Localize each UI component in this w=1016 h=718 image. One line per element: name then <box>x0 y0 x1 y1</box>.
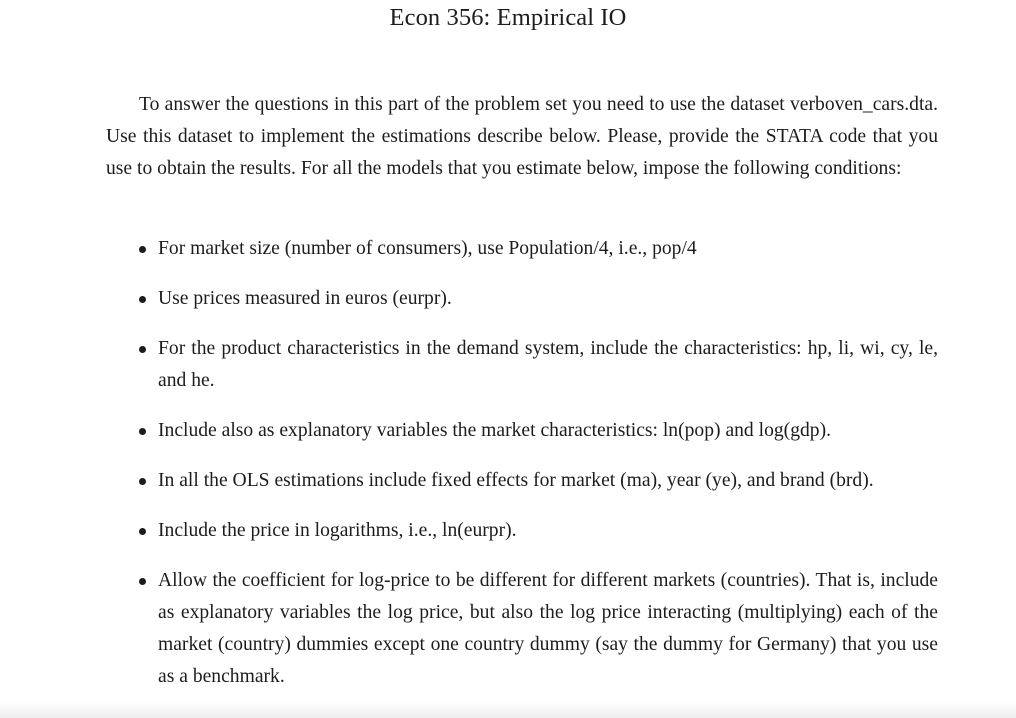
list-item-text: Use prices measured in euros (eurpr). <box>158 288 452 309</box>
bullet-icon <box>139 346 146 353</box>
bullet-icon <box>139 428 146 435</box>
bullet-icon <box>139 478 146 485</box>
page-bottom-shadow <box>0 702 1016 718</box>
bullet-icon <box>139 528 146 535</box>
bullet-icon <box>139 578 146 585</box>
bullet-icon <box>139 296 146 303</box>
list-item-text: Include also as explanatory variables the market characteristics: ln(pop) and log(gdp). <box>158 420 832 441</box>
list-item-text: Include the price in logarithms, i.e., ln(eurpr). <box>158 520 517 541</box>
bullet-icon <box>139 246 146 253</box>
list-item <box>138 283 938 315</box>
intro-paragraph: To answer the questions in this part of the problem set you need to use the dataset verboven_cars.dta. Use this dataset to implement the estimations describe below. Please, provide the STATA code that you use to obtain the results. For all the models that you estimate below, impose the following conditions: <box>106 94 938 179</box>
conditions-list <box>138 233 938 711</box>
list-item <box>138 233 938 265</box>
list-item <box>138 333 938 397</box>
list-item-text: For the product characteristics in the demand system, include the characteristics: hp, li, wi, cy, le, and he. <box>158 338 938 391</box>
list-item-text: In all the OLS estimations include fixed effects for market (ma), year (ye), and brand (brd). <box>158 470 874 491</box>
page-header: Econ 356: Empirical IO <box>389 4 627 31</box>
list-item-text: Allow the coefficient for log-price to be different for different markets (countries). That is, include as explanatory variables the log price, but also the log price interacting (multiplying) each of the market (country) dummies except one country dummy (say the dummy for Germany) that you use as a benchmark. <box>158 570 938 687</box>
list-item-text: For market size (number of consumers), use Population/4, i.e., pop/4 <box>158 238 697 259</box>
list-item <box>138 565 938 693</box>
list-item <box>138 465 938 497</box>
list-item <box>138 515 938 547</box>
list-item <box>138 415 938 447</box>
